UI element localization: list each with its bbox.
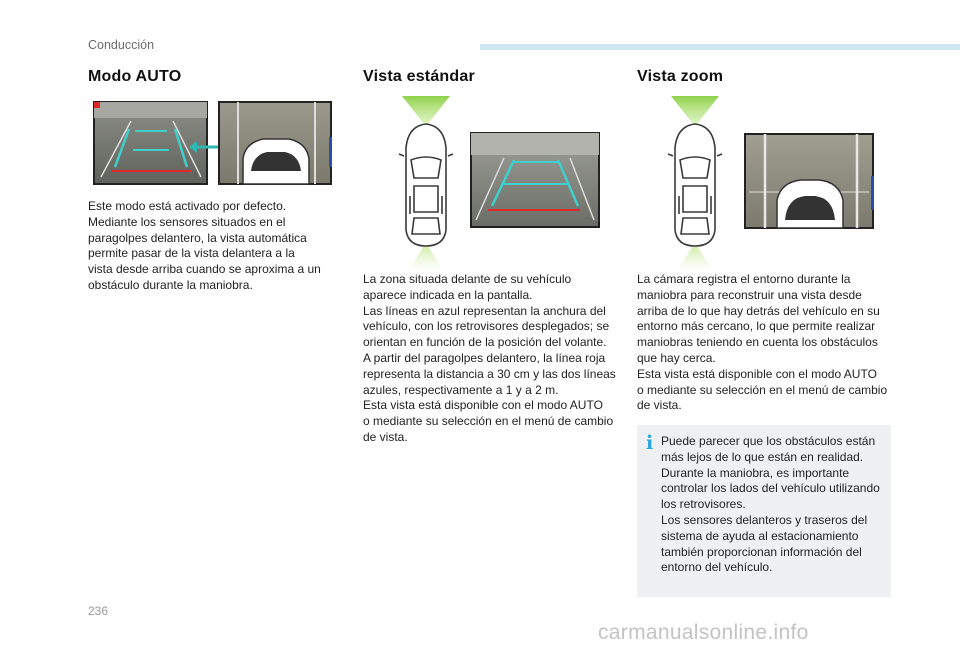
car-outline-icon	[399, 124, 453, 246]
watermark: carmanualsonline.info	[598, 621, 809, 644]
standard-view-illustration	[380, 96, 602, 268]
car-outline-icon	[668, 124, 722, 246]
standard-view-text: La zona situada delante de su vehículo aparece indicada en la pantalla. Las líneas en azul representan la anchura del vehículo, con los retrovisores desplegados; se orientan en función de la posición del volante. A partir del paragolpes delantero, la línea roja representa la distancia a 30 cm y las dos líneas azules, respectivamente a 1 y a 2 m. Esta vista está disponible con el modo AUTO o mediante su selección en el menú de cambio de vista.	[363, 272, 616, 444]
section-title: Conducción	[88, 38, 155, 52]
info-icon: i	[646, 432, 654, 454]
heading-zoom-view: Vista zoom	[637, 68, 724, 85]
front-camera-view	[471, 133, 599, 227]
top-camera-view	[219, 102, 332, 184]
top-camera-view	[745, 134, 874, 228]
info-note-text: Puede parecer que los obstáculos están más lejos de lo que están en realidad. Durante la maniobra, es importante controlar los lados del vehículo utilizando los retrovisores. Los sensores delanteros y traseros del sistema de ayuda al estacionamiento también proporcionan información del entorno del vehículo.	[661, 434, 880, 575]
header-accent-bar	[480, 44, 960, 50]
front-camera-view	[94, 102, 207, 184]
auto-mode-text: Este modo está activado por defecto. Mediante los sensores situados en el paragolpes delantero, la vista automática permite pasar de la vista delantera a la vista desde arriba cuando se aproxima a un obstáculo durante la maniobra.	[88, 199, 321, 292]
zoom-view-illustration	[653, 96, 879, 268]
zoom-view-text: La cámara registra el entorno durante la maniobra para reconstruir una vista desde arriba de lo que hay detrás del vehículo en su entorno más cercano, lo que permite realizar maniobras teniendo en cuenta los obstáculos que hay cerca. Esta vista está disponible con el modo AUTO o mediante su selección en el menú de cambio de vista.	[637, 272, 888, 413]
camera-cone-icon	[402, 96, 450, 124]
heading-standard-view: Vista estándar	[363, 68, 475, 85]
camera-cone-icon	[671, 96, 719, 124]
page-number: 236	[88, 604, 109, 618]
auto-mode-illustration	[93, 101, 333, 185]
heading-auto-mode: Modo AUTO	[88, 68, 182, 85]
